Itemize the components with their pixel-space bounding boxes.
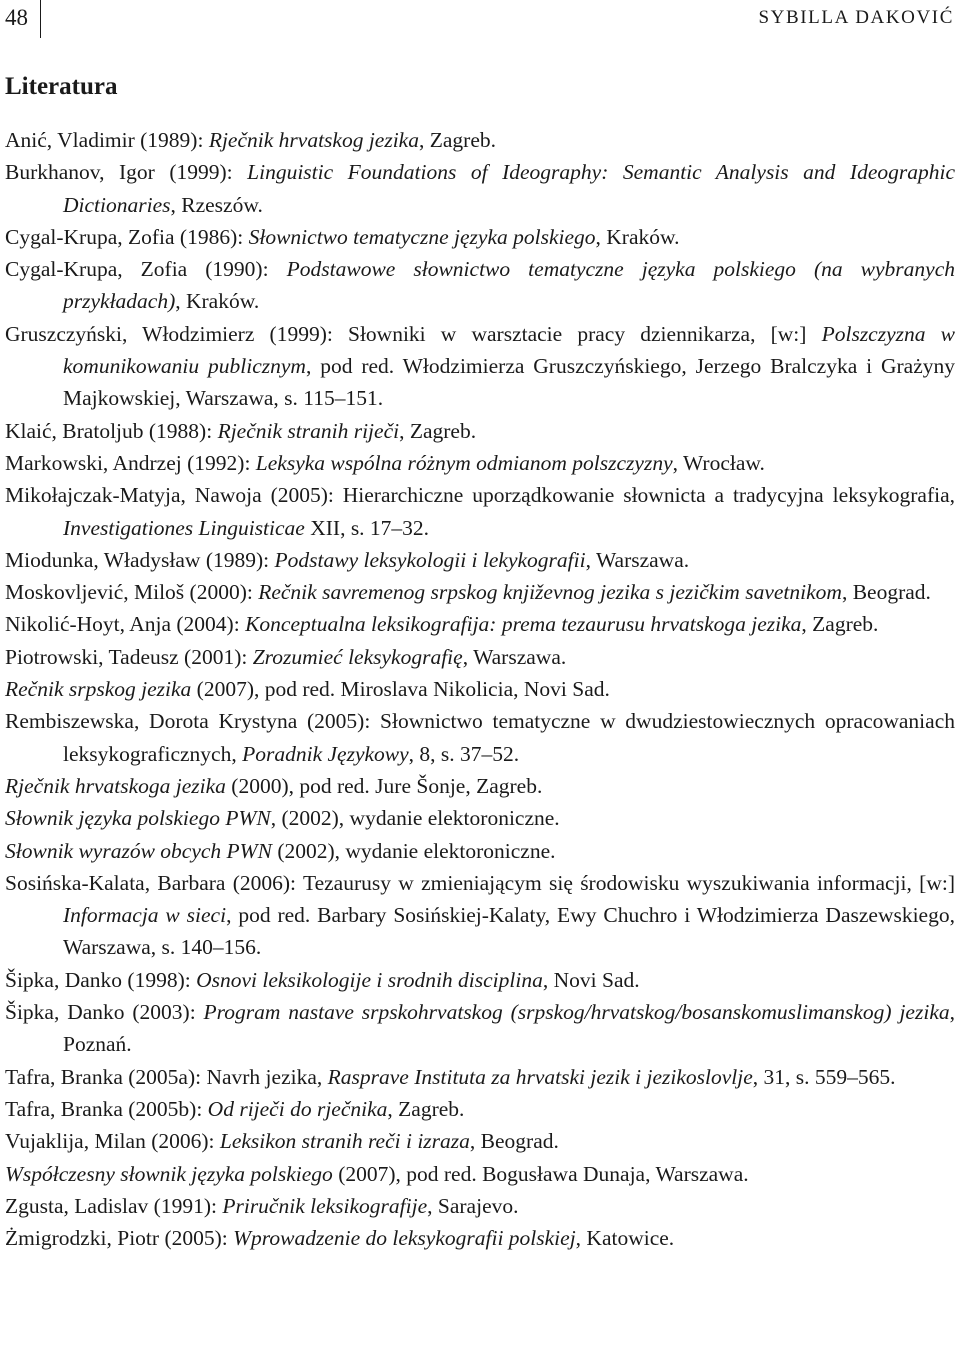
- entry-text: Miodunka, Władysław (1989):: [5, 547, 275, 572]
- entry-text: , Katowice.: [575, 1226, 675, 1251]
- bibliography-entry: [5, 770, 955, 802]
- entry-title: Leksikon stranih reči i izraza: [219, 1129, 470, 1154]
- page-header: [0, 0, 960, 38]
- entry-title: Współczesny słownik języka polskiego: [5, 1161, 333, 1186]
- entry-text: (2000), pod red. Jure Šonje, Zagreb.: [225, 773, 543, 798]
- entry-title: Wprowadzenie do leksykografii polskiej: [233, 1226, 576, 1251]
- bibliography-entry: [5, 479, 955, 544]
- header-divider: [40, 0, 41, 38]
- entry-title: Poradnik Językowy: [242, 741, 409, 766]
- bibliography-entry: [5, 156, 955, 221]
- entry-text: Moskovljević, Miloš (2000):: [5, 580, 259, 605]
- entry-text: , Zagreb.: [418, 128, 496, 152]
- bibliography-entry: [5, 124, 955, 156]
- entry-title: Słownik wyrazów obcych PWN: [5, 838, 272, 863]
- entry-text: Nikolić-Hoyt, Anja (2004):: [5, 612, 246, 637]
- entry-title: Konceptualna leksikografija: prema tezaurusu hrvatskoga jezika: [245, 612, 802, 637]
- entry-title: Podstawy leksykologii i lekykografii: [274, 547, 586, 572]
- bibliography-entry: [5, 608, 955, 640]
- entry-title: Priručnik leksikografije: [222, 1193, 428, 1218]
- bibliography-entry: [5, 576, 955, 608]
- entry-text: Burkhanov, Igor (1999):: [5, 160, 248, 185]
- bibliography-entry: [5, 221, 955, 253]
- entry-title: Program nastave srpskohrvatskog (srpskog/hrvatskog/bosanskomuslimanskog) jezika: [203, 1000, 950, 1025]
- entry-title: Rječnik stranih riječi: [217, 418, 400, 443]
- bibliography-entry: [5, 447, 955, 479]
- bibliography-entry: [5, 673, 955, 705]
- bibliography-entry: [5, 415, 955, 447]
- entry-text: Sosińska-Kalata, Barbara (2006): Tezaurusy w zmieniającym się środowisku wyszukiwania informacji, [w:]: [5, 870, 955, 895]
- running-head: SYBILLA DAKOVIĆ: [758, 7, 954, 28]
- entry-text: Rembiszewska, Dorota Krystyna (2005): Słownictwo tematyczne w dwudziestowiecznych opracowaniach leksykograficznych,: [5, 709, 955, 766]
- entry-text: Żmigrodzki, Piotr (2005):: [5, 1226, 234, 1251]
- entry-text: Cygal-Krupa, Zofia (1986):: [5, 224, 249, 249]
- bibliography-entry: [5, 1222, 955, 1254]
- bibliography-entry: [5, 867, 955, 964]
- entry-text: XII, s. 17–32.: [304, 515, 430, 540]
- entry-title: Leksyka wspólna różnym odmianom polszczyzny: [255, 450, 673, 475]
- entry-text: Tafra, Branka (2005b):: [5, 1096, 208, 1121]
- entry-text: Vujaklija, Milan (2006):: [5, 1129, 220, 1154]
- entry-text: , Wrocław.: [672, 450, 765, 475]
- entry-title: Rečnik savremenog srpskog književnog jezika s jezičkim savetnikom: [258, 580, 842, 605]
- entry-text: Mikołajczak-Matyja, Nawoja (2005): Hierarchiczne uporządkowanie słownicta a tradycyjna leksykografia,: [5, 483, 955, 508]
- bibliography-entry: [5, 1061, 955, 1093]
- entry-title: Zrozumieć leksykografię: [252, 644, 463, 669]
- entry-text: (2007), pod red. Miroslava Nikolicia, Novi Sad.: [191, 677, 610, 702]
- bibliography-entry: [5, 1093, 955, 1125]
- entry-text: Zgusta, Ladislav (1991):: [5, 1193, 223, 1218]
- bibliography-entry: [5, 802, 955, 834]
- entry-text: (2002), wydanie elektoroniczne.: [271, 838, 556, 863]
- entry-text: , Zagreb.: [801, 612, 879, 637]
- bibliography-entry: [5, 318, 955, 415]
- entry-text: , 31, s. 559–565.: [752, 1064, 896, 1089]
- entry-text: Šipka, Danko (1998):: [5, 967, 197, 992]
- section-heading: Literatura: [5, 73, 118, 100]
- entry-title: Informacja w sieci: [63, 903, 227, 928]
- entry-title: Rječnik hrvatskog jezika: [208, 128, 419, 152]
- entry-text: Cygal-Krupa, Zofia (1990):: [5, 257, 287, 282]
- entry-text: Gruszczyński, Włodzimierz (1999): Słowniki w warsztacie pracy dziennikarza, [w:]: [5, 321, 822, 346]
- entry-title: Rasprave Instituta za hrvatski jezik i jezikoslovlje: [327, 1064, 753, 1089]
- bibliography-entry: [5, 253, 955, 318]
- bibliography-entry: [5, 1158, 955, 1190]
- entry-text: , pod red. Barbary Sosińskiej-Kalaty, Ewy Chuchro i Włodzimierza Daszewskiego, Warszawa, s. 140–156.: [63, 903, 955, 960]
- entry-title: Linguistic Foundations of Ideography: Semantic Analysis and Ideographic Dictionaries: [63, 160, 955, 217]
- entry-text: , Novi Sad.: [542, 967, 640, 992]
- entry-text: , (2002), wydanie elektoroniczne.: [270, 806, 560, 831]
- entry-text: (2007), pod red. Bogusława Dunaja, Warszawa.: [332, 1161, 749, 1186]
- entry-text: , Kraków.: [595, 224, 680, 249]
- entry-text: , Warszawa.: [585, 547, 690, 572]
- entry-title: Rječnik hrvatskoga jezika: [5, 773, 226, 798]
- entry-text: Piotrowski, Tadeusz (2001):: [5, 644, 253, 669]
- entry-text: , Sarajevo.: [427, 1193, 519, 1218]
- bibliography-entry: [5, 641, 955, 673]
- bibliography-entry: [5, 1125, 955, 1157]
- entry-title: Investigationes Linguisticae: [63, 515, 305, 540]
- entry-title: Słownictwo tematyczne języka polskiego: [248, 224, 596, 249]
- bibliography-entry: [5, 1190, 955, 1222]
- entry-text: , Zagreb.: [387, 1096, 465, 1121]
- entry-text: , Kraków.: [175, 289, 260, 314]
- entry-title: Podstawowe słownictwo tematyczne języka polskiego (na wybranych przykładach): [63, 257, 955, 314]
- entry-text: , Zagreb.: [399, 418, 477, 443]
- entry-title: Od riječi do rječnika: [207, 1096, 388, 1121]
- entry-title: Osnovi leksikologije i srodnih disciplina: [196, 967, 543, 992]
- entry-text: Tafra, Branka (2005a): Navrh jezika,: [5, 1064, 328, 1089]
- entry-text: Markowski, Andrzej (1992):: [5, 450, 256, 475]
- entry-text: Klaić, Bratoljub (1988):: [5, 418, 218, 443]
- entry-title: Rečnik srpskog jezika: [5, 677, 192, 702]
- entry-title: Polszczyzna w komunikowaniu publicznym: [63, 321, 955, 379]
- entry-text: , 8, s. 37–52.: [408, 741, 520, 766]
- entry-text: , pod red. Włodzimierza Gruszczyńskiego, Jerzego Bralczyka i Grażyny Majkowskiej, Warszawa, s. 115–151.: [63, 354, 955, 411]
- entry-text: , Beograd.: [841, 580, 931, 605]
- entry-text: , Warszawa.: [462, 644, 567, 669]
- bibliography-list: [5, 124, 955, 1254]
- entry-text: Anić, Vladimir (1989):: [5, 128, 209, 152]
- bibliography-entry: [5, 964, 955, 996]
- bibliography-entry: [5, 996, 955, 1061]
- bibliography-entry: [5, 705, 955, 770]
- page-number: 48: [5, 5, 28, 30]
- entry-text: , Poznań.: [63, 1000, 955, 1057]
- bibliography-entry: [5, 544, 955, 576]
- entry-text: , Beograd.: [469, 1129, 559, 1154]
- entry-text: Šipka, Danko (2003):: [5, 1000, 204, 1025]
- bibliography-entry: [5, 835, 955, 867]
- entry-text: , Rzeszów.: [170, 192, 263, 217]
- entry-title: Słownik języka polskiego PWN: [5, 806, 271, 831]
